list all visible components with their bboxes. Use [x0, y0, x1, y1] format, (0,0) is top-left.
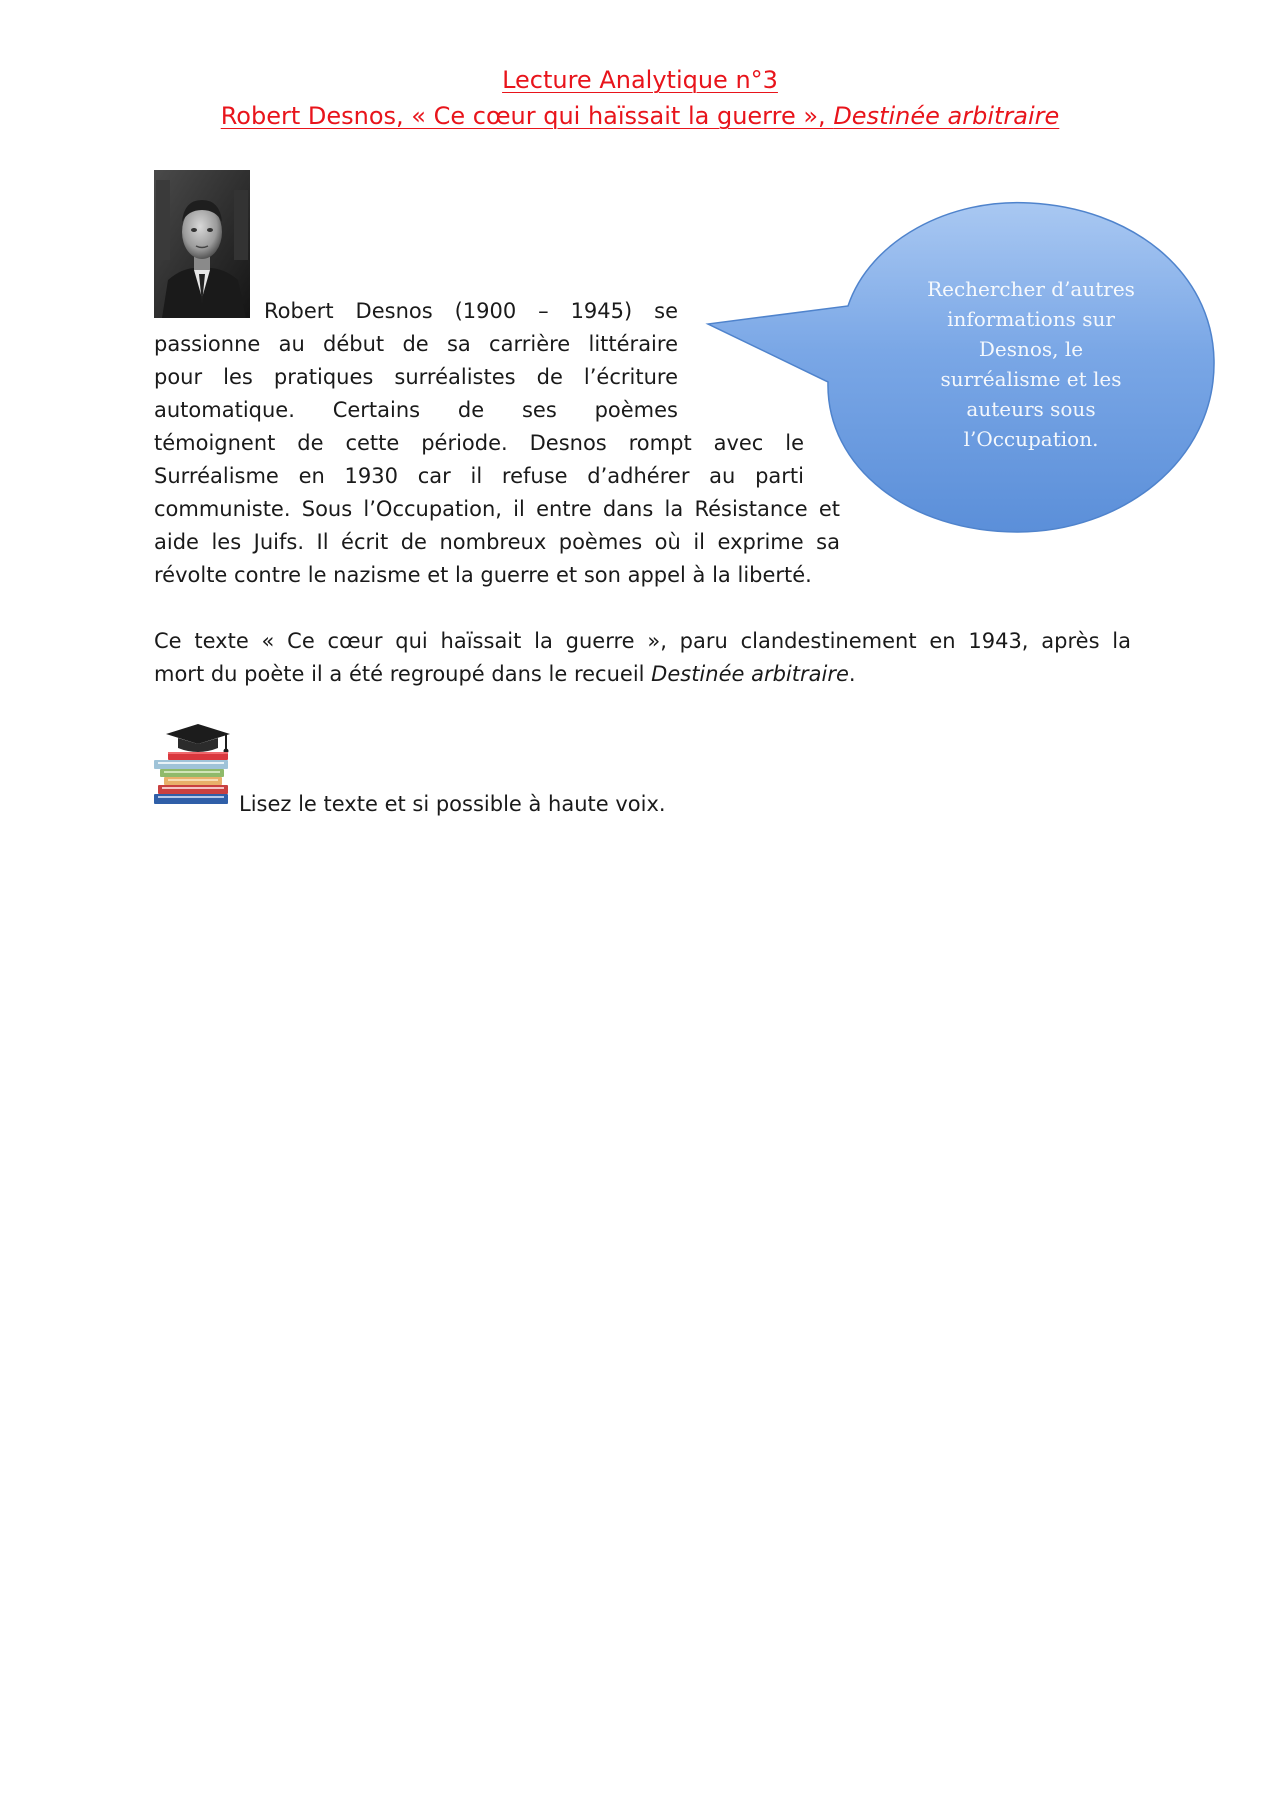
bio-line: aide les Juifs. Il écrit de nombreux poèmes où il exprime sa: [154, 530, 840, 554]
callout-line: l’Occupation.: [963, 427, 1099, 451]
reading-instruction: Lisez le texte et si possible à haute voix.: [239, 792, 666, 816]
callout-line: Desnos, le: [978, 337, 1084, 361]
bio-line: passionne au début de sa carrière littéraire: [154, 332, 678, 356]
title-work-name: Destinée arbitraire: [833, 102, 1060, 130]
title-line-2: [221, 98, 1060, 134]
context-line-2: [154, 658, 1131, 691]
title-line-2-text: Robert Desnos, « Ce cœur qui haïssait la guerre »,: [220, 102, 834, 130]
bio-line: Surréalisme en 1930 car il refuse d’adhérer au parti: [154, 464, 804, 488]
title-line-1: Lecture Analytique n°3: [502, 66, 778, 94]
callout-line: surréalisme et les: [940, 367, 1122, 391]
bio-line: automatique. Certains de ses poèmes: [154, 398, 678, 422]
document-title: [0, 62, 1280, 134]
bio-line: pour les pratiques surréalistes de l’écriture: [154, 365, 678, 389]
bio-line: révolte contre le nazisme et la guerre et son appel à la liberté.: [154, 563, 812, 587]
bio-line: communiste. Sous l’Occupation, il entre dans la Résistance et: [154, 497, 840, 521]
context-line-2-text: mort du poète il a été regroupé dans le recueil: [154, 662, 652, 686]
callout-line: informations sur: [947, 307, 1115, 331]
callout-text: [866, 274, 1196, 454]
context-work-name: Destinée arbitraire: [651, 662, 849, 686]
context-line-1: Ce texte « Ce cœur qui haïssait la guerre », paru clandestinement en 1943, après la: [154, 629, 1131, 653]
callout-line: auteurs sous: [966, 397, 1096, 421]
callout-line: Rechercher d’autres: [927, 277, 1135, 301]
bio-line: témoignent de cette période. Desnos rompt avec le: [154, 431, 804, 455]
context-paragraph: [154, 625, 1131, 691]
books-graduation-cap-icon: [154, 722, 232, 814]
context-line-2-end: .: [848, 662, 856, 686]
bio-line: Robert Desnos (1900 – 1945) se: [264, 299, 678, 323]
bio-paragraph: [154, 295, 678, 427]
